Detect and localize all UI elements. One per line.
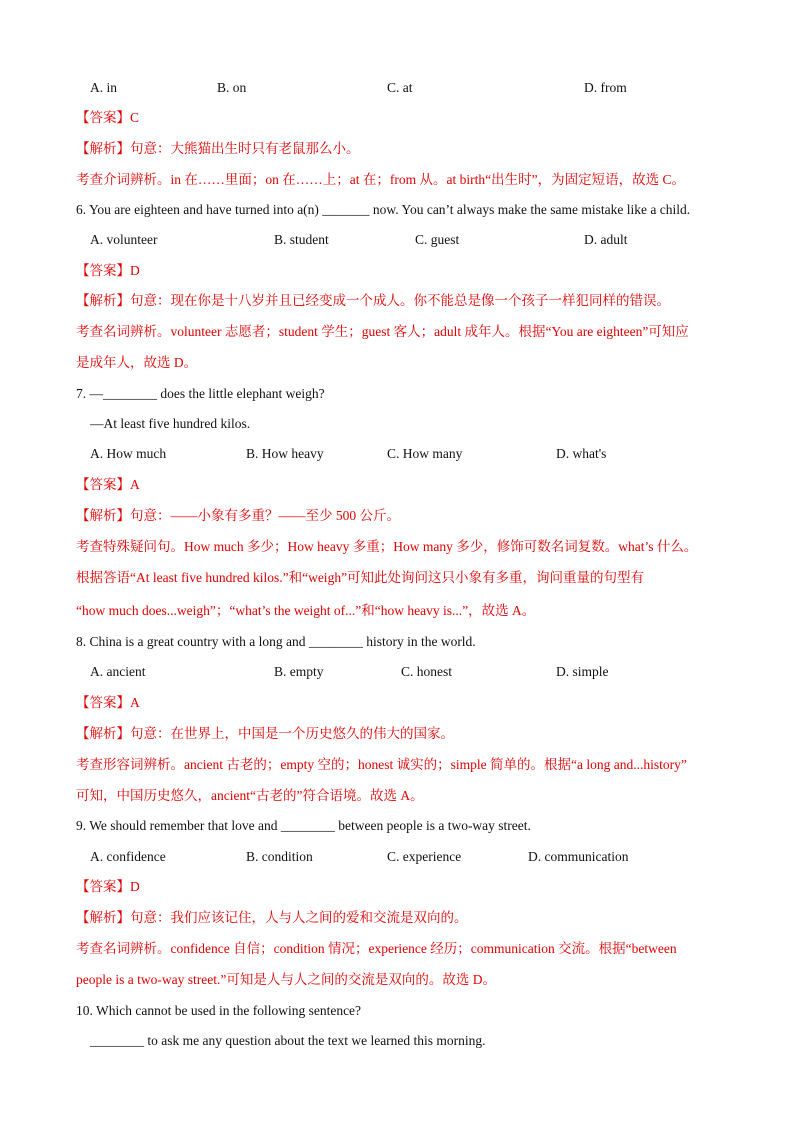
q8-option-a: A. ancient: [90, 664, 146, 679]
q7-analysis-explanation-end: “how much does...weigh”；“what’s the weight of...”和“how heavy is...”，故选 A。: [76, 603, 536, 618]
q8-analysis-explanation-cont: 可知，中国历史悠久，ancient“古老的”符合语境。故选 A。: [76, 788, 424, 803]
q9-option-b: B. condition: [246, 849, 313, 864]
q9-stem: 9. We should remember that love and ________ between people is a two-way street.: [76, 818, 531, 833]
q7-answer: 【答案】A: [76, 477, 140, 492]
q6-option-d: D. adult: [584, 232, 628, 247]
q8-answer: 【答案】A: [76, 695, 140, 710]
q8-option-d: D. simple: [556, 664, 609, 679]
q6-option-a: A. volunteer: [90, 232, 158, 247]
q9-analysis-explanation-cont: people is a two-way street.”可知是人与人之间的交流是双向的。故选 D。: [76, 972, 496, 987]
q5-option-d: D. from: [584, 80, 627, 95]
q6-option-c: C. guest: [415, 232, 460, 247]
q5-analysis-translation: 【解析】句意：大熊猫出生时只有老鼠那么小。: [76, 141, 360, 156]
q10-stem: 10. Which cannot be used in the following sentence?: [76, 1003, 362, 1018]
q7-option-b: B. How heavy: [246, 446, 324, 461]
q6-stem: 6. You are eighteen and have turned into a(n) _______ now. You can’t always make the same mistake like a child.: [76, 202, 691, 217]
q7-stem: 7. —________ does the little elephant weigh?: [76, 386, 325, 401]
q7-analysis-translation: 【解析】句意：——小象有多重？——至少 500 公斤。: [76, 508, 400, 523]
q8-option-c: C. honest: [401, 664, 453, 679]
q7-option-c: C. How many: [387, 446, 463, 461]
q8-analysis-translation: 【解析】句意：在世界上，中国是一个历史悠久的伟大的国家。: [76, 726, 454, 741]
q5-option-c: C. at: [387, 80, 413, 95]
q5-analysis-explanation: 考查介词辨析。in 在……里面；on 在……上；at 在；from 从。at birth“出生时”，为固定短语，故选 C。: [76, 172, 685, 187]
q6-analysis-explanation-cont: 是成年人，故选 D。: [76, 355, 198, 370]
q7-option-a: A. How much: [90, 446, 167, 461]
q7-analysis-explanation: 考查特殊疑问句。How much 多少；How heavy 多重；How many 多少，修饰可数名词复数。what’s 什么。: [76, 539, 698, 554]
q8-stem: 8. China is a great country with a long and ________ history in the world.: [76, 634, 476, 649]
q9-option-d: D. communication: [528, 849, 629, 864]
q7-option-d: D. what's: [556, 446, 607, 461]
q9-analysis-translation: 【解析】句意：我们应该记住，人与人之间的爱和交流是双向的。: [76, 910, 468, 925]
q6-option-b: B. student: [274, 232, 329, 247]
q6-analysis-translation: 【解析】句意：现在你是十八岁并且已经变成一个成人。你不能总是像一个孩子一样犯同样的错误。: [76, 293, 670, 308]
q6-analysis-explanation: 考查名词辨析。volunteer 志愿者；student 学生；guest 客人；adult 成年人。根据“You are eighteen”可知应: [76, 324, 689, 339]
q5-answer: 【答案】C: [76, 110, 140, 125]
q8-option-b: B. empty: [274, 664, 324, 679]
q6-answer: 【答案】D: [76, 263, 140, 278]
q9-answer: 【答案】D: [76, 879, 140, 894]
q7-analysis-explanation-cont: 根据答语“At least five hundred kilos.”和“weigh”可知此处询问这只小象有多重，询问重量的句型有: [76, 570, 645, 585]
q5-option-a: A. in: [90, 80, 117, 95]
q5-option-b: B. on: [217, 80, 247, 95]
q9-option-c: C. experience: [387, 849, 462, 864]
q8-analysis-explanation: 考查形容词辨析。ancient 古老的；empty 空的；honest 诚实的；simple 简单的。根据“a long and...history”: [76, 757, 687, 772]
q10-sentence: ________ to ask me any question about the text we learned this morning.: [90, 1033, 486, 1048]
q7-stem-reply: —At least five hundred kilos.: [90, 416, 251, 431]
q9-option-a: A. confidence: [90, 849, 166, 864]
q9-analysis-explanation: 考查名词辨析。confidence 自信；condition 情况；experience 经历；communication 交流。根据“between: [76, 941, 677, 956]
